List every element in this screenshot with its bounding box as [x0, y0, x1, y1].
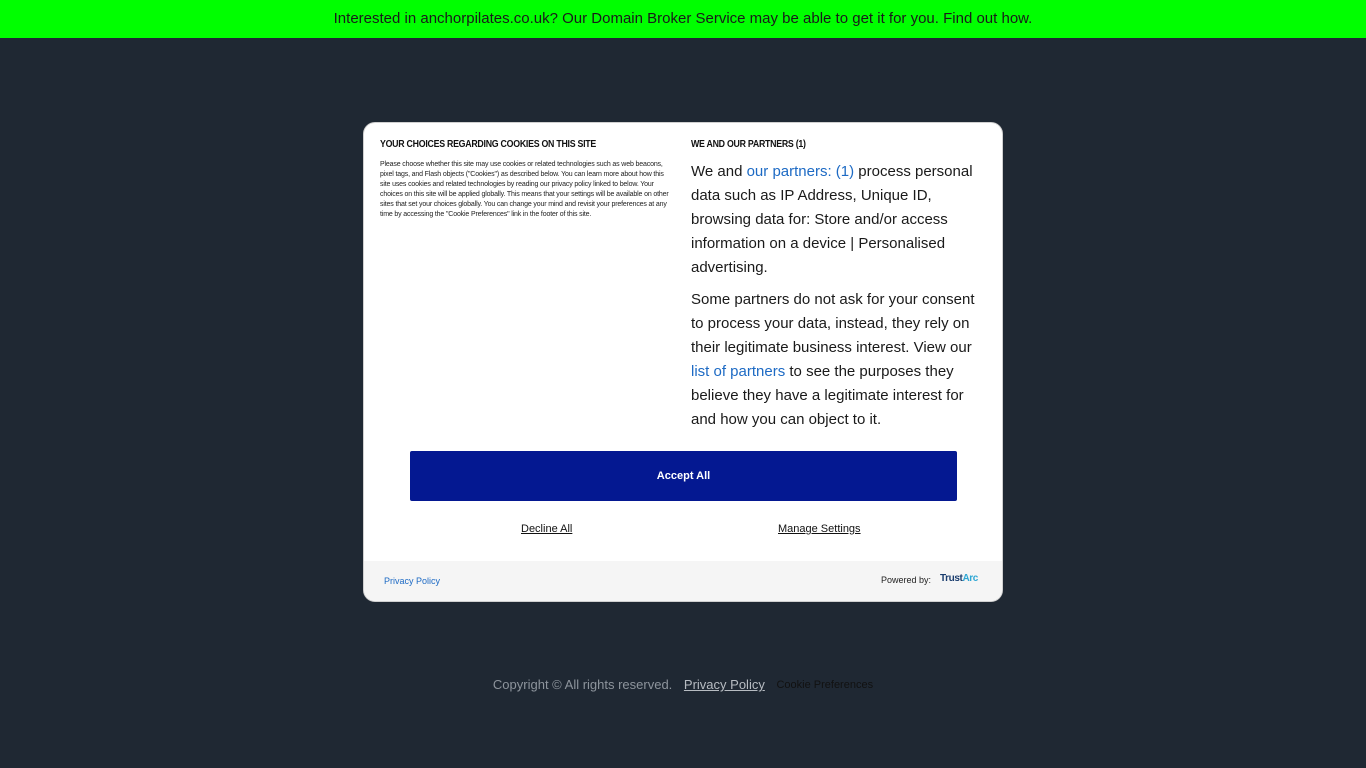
p1-post: process personal data such as IP Address, Unique ID, browsing data for: Store and/or access information on a device | Personalised advertising.	[691, 163, 973, 276]
p2-post: to see the purposes they believe they have a legitimate interest for and how you can object to it.	[691, 363, 964, 428]
trustarc-logo-arc: Arc	[962, 573, 978, 584]
cookie-choices-heading: YOUR CHOICES REGARDING COOKIES ON THIS SITE	[380, 139, 597, 150]
page-footer	[0, 676, 1366, 692]
consent-left-column	[380, 139, 675, 220]
p1-pre: We and	[691, 163, 747, 180]
consent-footer	[364, 561, 1003, 602]
cookie-consent-dialog	[363, 122, 1003, 602]
partners-text	[691, 160, 987, 432]
consent-right-column	[691, 139, 987, 432]
copyright-text: Copyright © All rights reserved.	[492, 677, 673, 693]
trustarc-logo-trust: Trust	[940, 573, 963, 584]
footer-privacy-policy-link[interactable]: Privacy Policy	[683, 677, 765, 693]
trustarc-logo	[940, 573, 978, 584]
cookie-preferences-link[interactable]: Cookie Preferences	[776, 678, 874, 691]
decline-all-button[interactable]: Decline All	[521, 523, 573, 535]
manage-settings-button[interactable]: Manage Settings	[778, 523, 861, 535]
cookie-choices-text: Please choose whether this site may use cookies or related technologies such as web beacons, pixel tags, and Flash objects ("Cookies") as described below. You can learn more about how this site uses cookies and related technologies by reading our privacy policy linked to below. Your choices on this site will be applied globally. This means that your settings will be available on other sites that set your choices globally. You can change your mind and revisit your preferences at any time by accessing the "Cookie Preferences" link in the footer of this site.	[380, 161, 669, 218]
consent-privacy-policy-link[interactable]: Privacy Policy	[384, 576, 441, 586]
our-partners-link[interactable]: our partners: (1)	[746, 163, 855, 180]
p2-pre: Some partners do not ask for your consent to process your data, instead, they rely on their legitimate business interest. View our	[691, 291, 975, 356]
partners-paragraph-1	[691, 160, 987, 280]
partners-heading: WE AND OUR PARTNERS (1)	[691, 139, 806, 150]
partners-paragraph-2	[691, 288, 987, 432]
domain-broker-banner[interactable]: Interested in anchorpilates.co.uk? Our Domain Broker Service may be able to get it for you. Find out how.	[0, 0, 1366, 38]
list-of-partners-link[interactable]: list of partners	[691, 363, 786, 380]
powered-by-label: Powered by:	[881, 575, 932, 585]
accept-all-button[interactable]: Accept All	[410, 451, 957, 501]
